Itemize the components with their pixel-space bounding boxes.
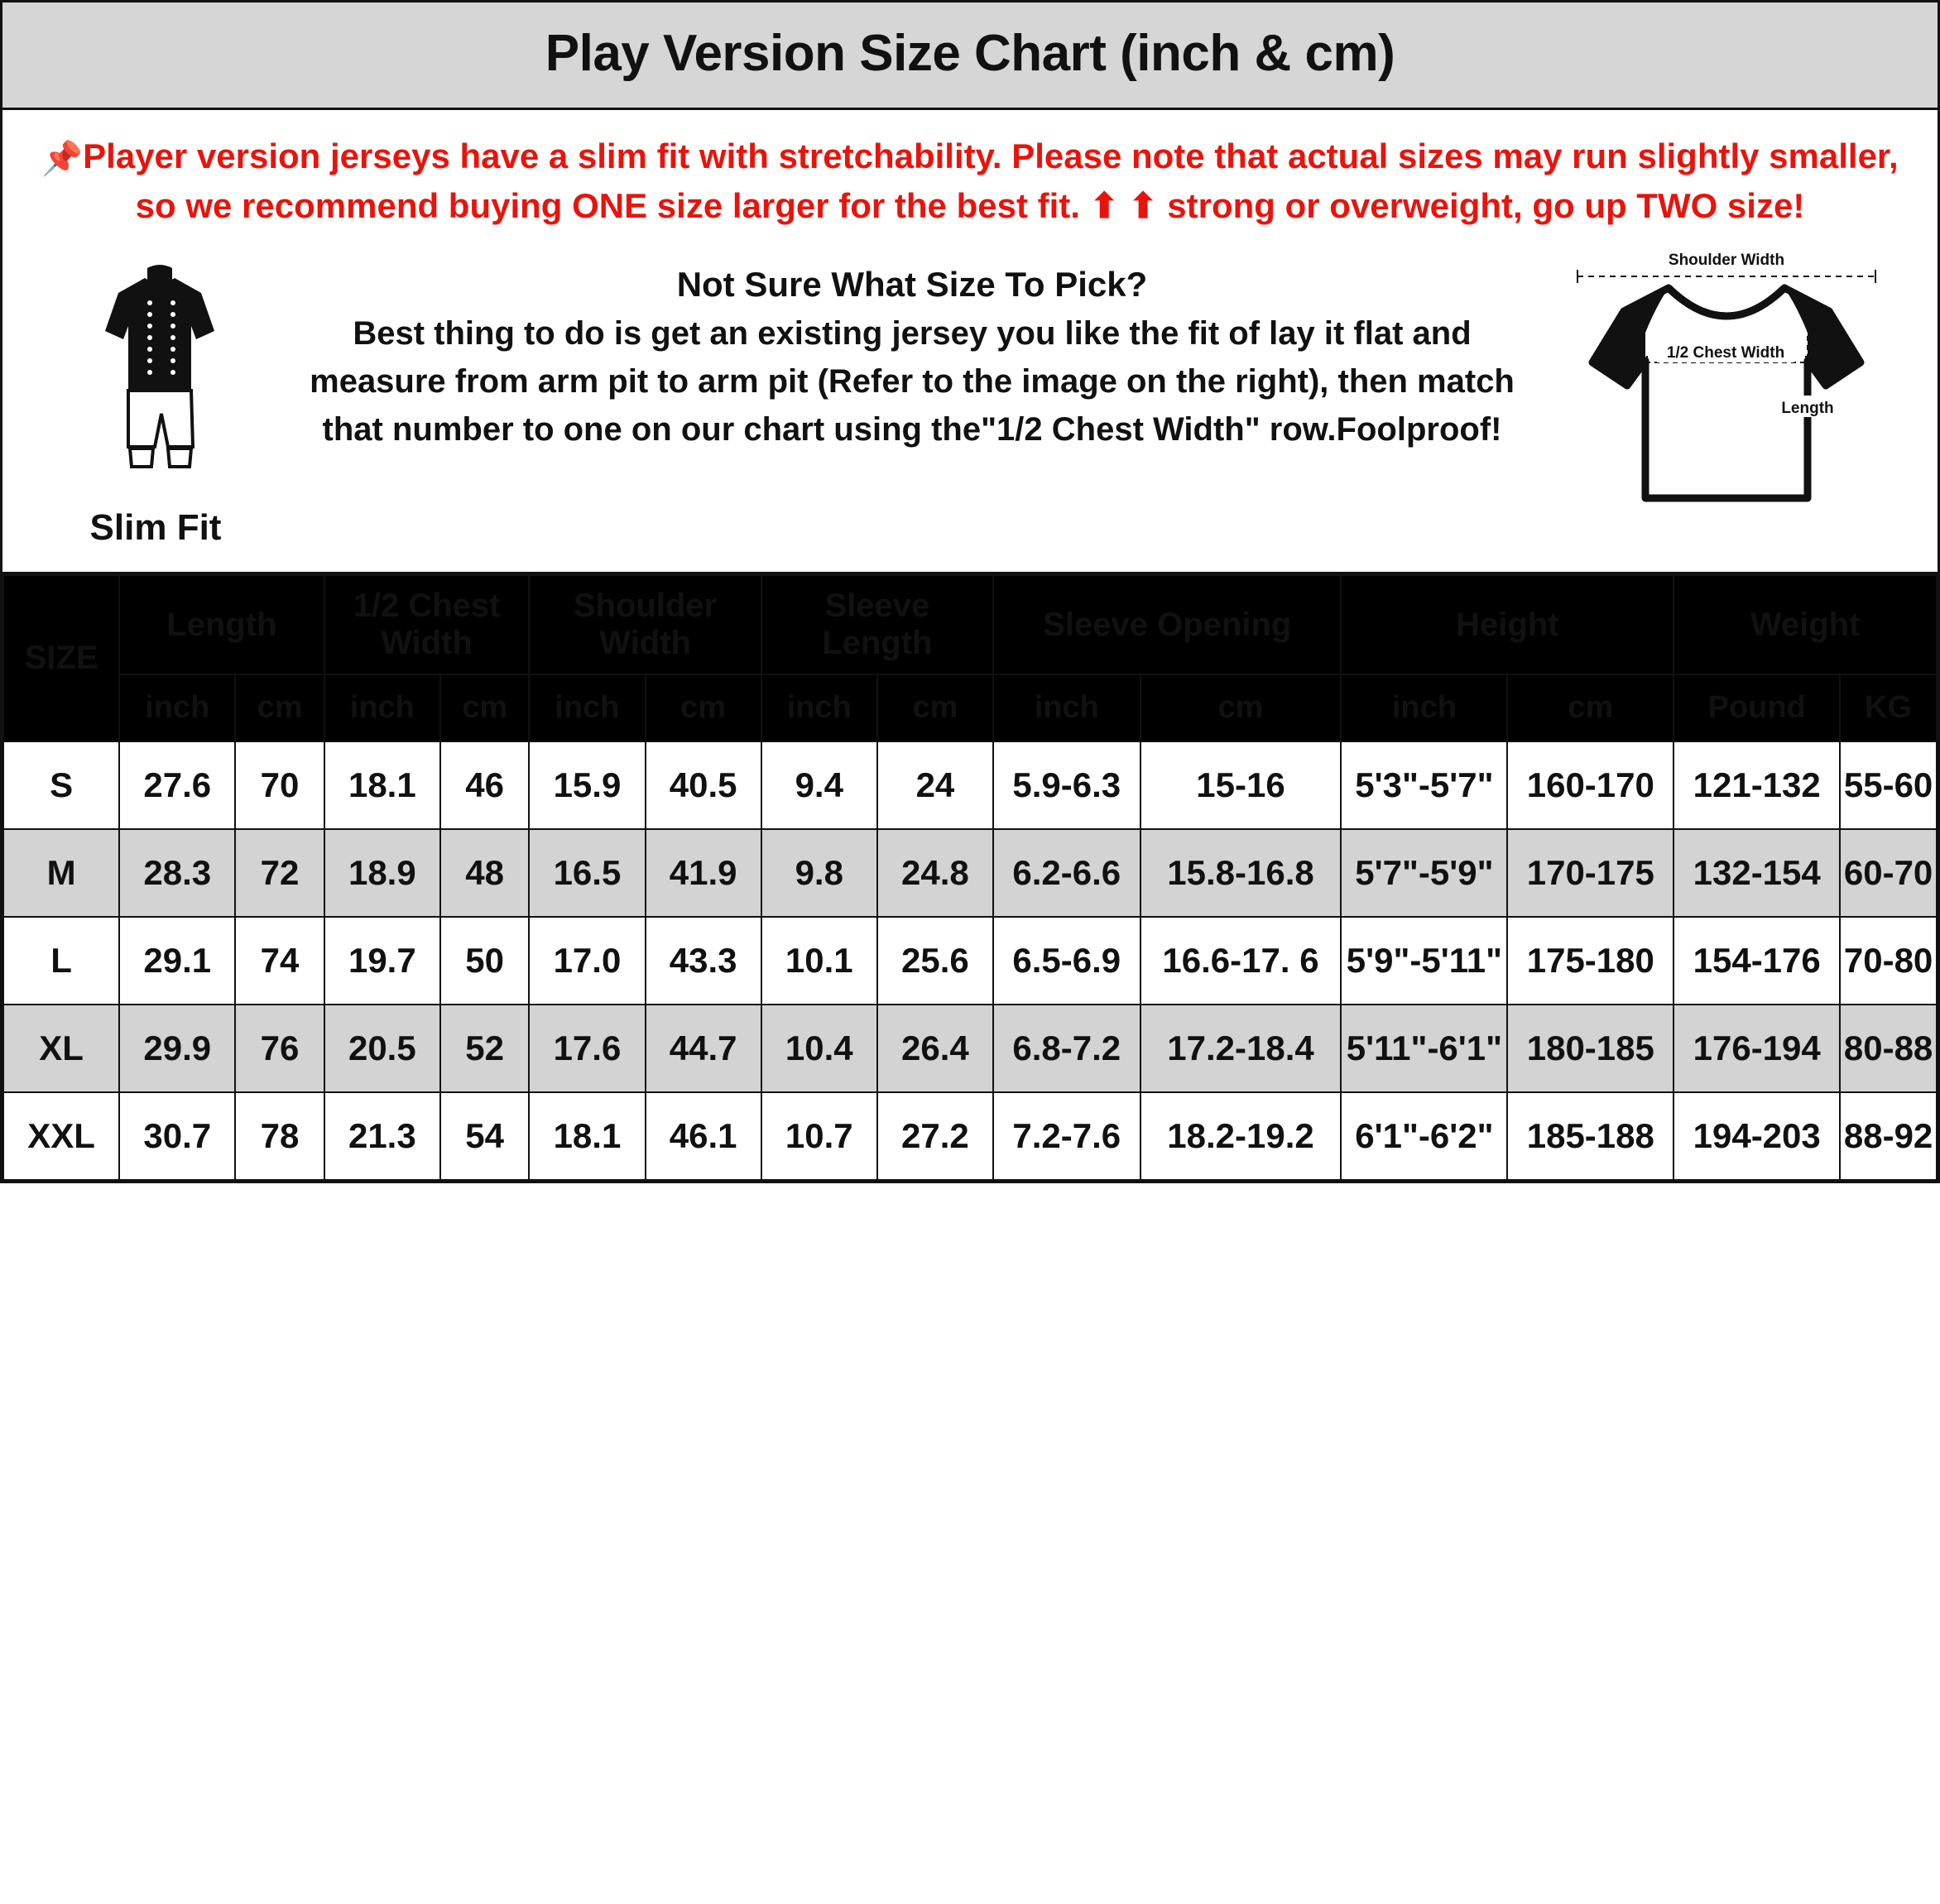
cell-length-inch: 30.7	[119, 1092, 235, 1180]
tshirt-measure-diagram-icon	[1544, 250, 1909, 527]
cell-sleeve-opening-cm: 16.6-17. 6	[1140, 917, 1342, 1005]
pushpin-icon: 📌	[41, 141, 84, 177]
cell-chest-inch: 20.5	[324, 1005, 440, 1092]
cell-length-cm: 76	[235, 1005, 324, 1092]
cell-height-inch: 5'3"-5'7"	[1341, 741, 1507, 829]
unit-length-cm: cm	[235, 674, 324, 741]
table-row	[3, 1005, 1937, 1092]
cell-sleeve-opening-inch: 6.2-6.6	[993, 829, 1140, 917]
table-row	[3, 741, 1937, 829]
cell-length-cm: 78	[235, 1092, 324, 1180]
unit-sleeve-length-cm: cm	[877, 674, 993, 741]
cell-shoulder-cm: 44.7	[646, 1005, 761, 1092]
cell-sleeve-length-cm: 24.8	[877, 829, 993, 917]
unit-chest-cm: cm	[440, 674, 529, 741]
unit-shoulder-cm: cm	[646, 674, 761, 741]
cell-chest-inch: 18.1	[324, 741, 440, 829]
row-size-label: XXL	[3, 1092, 119, 1180]
size-table-head	[3, 575, 1937, 741]
cell-height-inch: 6'1"-6'2"	[1341, 1092, 1507, 1180]
size-notice	[2, 110, 1938, 238]
row-size-label: L	[3, 917, 119, 1005]
unit-height-cm: cm	[1507, 674, 1673, 741]
cell-weight-kg: 80-88	[1840, 1005, 1937, 1092]
cell-shoulder-inch: 16.5	[529, 829, 645, 917]
unit-weight-kg: KG	[1840, 674, 1937, 741]
slim-fit-label: Slim Fit	[89, 507, 222, 549]
cell-sleeve-length-cm: 26.4	[877, 1005, 993, 1092]
cell-chest-cm: 46	[440, 741, 529, 829]
cell-weight-pound: 132-154	[1673, 829, 1840, 917]
cell-height-inch: 5'9"-5'11"	[1341, 917, 1507, 1005]
cell-height-inch: 5'7"-5'9"	[1341, 829, 1507, 917]
guide-headline: Not Sure What Size To Pick?	[676, 265, 1148, 305]
cell-sleeve-length-cm: 25.6	[877, 917, 993, 1005]
cell-sleeve-length-inch: 10.7	[761, 1092, 877, 1180]
svg-text:1/2 Chest Width: 1/2 Chest Width	[1666, 344, 1785, 362]
table-row	[3, 829, 1937, 917]
cell-chest-cm: 48	[440, 829, 529, 917]
unit-length-inch: inch	[119, 674, 235, 741]
cell-sleeve-length-inch: 9.4	[761, 741, 877, 829]
cell-shoulder-cm: 40.5	[646, 741, 761, 829]
cell-sleeve-length-inch: 10.4	[761, 1005, 877, 1092]
cell-length-inch: 27.6	[119, 741, 235, 829]
col-header-sleeve-opening: Sleeve Opening	[993, 575, 1341, 674]
cell-chest-inch: 18.9	[324, 829, 440, 917]
cell-shoulder-inch: 18.1	[529, 1092, 645, 1180]
unit-weight-pound: Pound	[1673, 674, 1840, 741]
cell-sleeve-opening-cm: 15-16	[1140, 741, 1342, 829]
guide-body: Best thing to do is get an existing jersey you like the fit of lay it flat and measure from arm pit to arm pit (Refer to the image on the right), then match that number to one on our chart using the"1/2 Chest Width" row.Foolproof!	[310, 315, 1515, 448]
cell-shoulder-inch: 15.9	[529, 741, 645, 829]
col-header-height: Height	[1341, 575, 1673, 674]
guide-column	[292, 245, 1532, 453]
size-table	[2, 574, 1938, 1180]
unit-sleeve-opening-cm: cm	[1140, 674, 1342, 741]
row-size-label: XL	[3, 1005, 119, 1092]
svg-text:Shoulder Width: Shoulder Width	[1668, 252, 1785, 270]
table-unit-header-row	[3, 674, 1937, 741]
cell-shoulder-cm: 43.3	[646, 917, 761, 1005]
unit-height-inch: inch	[1341, 674, 1507, 741]
cell-length-cm: 72	[235, 829, 324, 917]
fit-column	[19, 245, 292, 549]
cell-height-cm: 185-188	[1507, 1092, 1673, 1180]
cell-weight-pound: 194-203	[1673, 1092, 1840, 1180]
cell-sleeve-length-cm: 27.2	[877, 1092, 993, 1180]
slim-fit-figure-icon	[69, 260, 242, 504]
cell-weight-pound: 121-132	[1673, 741, 1840, 829]
cell-chest-cm: 50	[440, 917, 529, 1005]
row-size-label: M	[3, 829, 119, 917]
cell-chest-inch: 21.3	[324, 1092, 440, 1180]
cell-length-inch: 29.1	[119, 917, 235, 1005]
unit-chest-inch: inch	[324, 674, 440, 741]
unit-sleeve-length-inch: inch	[761, 674, 877, 741]
cell-height-cm: 160-170	[1507, 741, 1673, 829]
cell-sleeve-opening-inch: 6.5-6.9	[993, 917, 1140, 1005]
cell-height-inch: 5'11"-6'1"	[1341, 1005, 1507, 1092]
cell-weight-kg: 60-70	[1840, 829, 1937, 917]
info-band	[2, 238, 1938, 574]
cell-chest-inch: 19.7	[324, 917, 440, 1005]
size-notice-text: Player version jerseys have a slim fit with stretchability. Please note that actual sizes may run slightly smaller, so we recommend buying ONE size larger for the best fit. ⬆ ⬆ strong or overweight, go up TWO size!	[83, 137, 1899, 225]
cell-weight-kg: 70-80	[1840, 917, 1937, 1005]
svg-text:Length: Length	[1781, 400, 1834, 418]
cell-length-inch: 28.3	[119, 829, 235, 917]
col-header-weight: Weight	[1673, 575, 1937, 674]
table-row	[3, 917, 1937, 1005]
unit-sleeve-opening-inch: inch	[993, 674, 1140, 741]
page-title: Play Version Size Chart (inch & cm)	[545, 25, 1395, 82]
cell-sleeve-length-inch: 9.8	[761, 829, 877, 917]
cell-sleeve-opening-cm: 15.8-16.8	[1140, 829, 1342, 917]
cell-length-cm: 74	[235, 917, 324, 1005]
cell-shoulder-inch: 17.0	[529, 917, 645, 1005]
size-table-body	[3, 741, 1937, 1180]
cell-height-cm: 180-185	[1507, 1005, 1673, 1092]
col-header-half-chest-width: 1/2 Chest Width	[324, 575, 530, 674]
cell-weight-pound: 154-176	[1673, 917, 1840, 1005]
cell-weight-kg: 55-60	[1840, 741, 1937, 829]
cell-sleeve-opening-cm: 17.2-18.4	[1140, 1005, 1342, 1092]
page-title-bar	[2, 2, 1938, 110]
col-header-shoulder-width: Shoulder Width	[529, 575, 761, 674]
cell-sleeve-opening-inch: 7.2-7.6	[993, 1092, 1140, 1180]
cell-sleeve-opening-inch: 6.8-7.2	[993, 1005, 1140, 1092]
table-group-header-row	[3, 575, 1937, 674]
cell-height-cm: 175-180	[1507, 917, 1673, 1005]
cell-weight-kg: 88-92	[1840, 1092, 1937, 1180]
diagram-column	[1532, 245, 1921, 527]
cell-sleeve-opening-inch: 5.9-6.3	[993, 741, 1140, 829]
cell-shoulder-cm: 46.1	[646, 1092, 761, 1180]
col-header-length: Length	[119, 575, 324, 674]
unit-shoulder-inch: inch	[529, 674, 645, 741]
cell-shoulder-cm: 41.9	[646, 829, 761, 917]
cell-shoulder-inch: 17.6	[529, 1005, 645, 1092]
cell-sleeve-opening-cm: 18.2-19.2	[1140, 1092, 1342, 1180]
cell-sleeve-length-inch: 10.1	[761, 917, 877, 1005]
cell-chest-cm: 52	[440, 1005, 529, 1092]
cell-length-cm: 70	[235, 741, 324, 829]
table-row	[3, 1092, 1937, 1180]
cell-length-inch: 29.9	[119, 1005, 235, 1092]
col-header-sleeve-length: Sleeve Length	[761, 575, 993, 674]
cell-height-cm: 170-175	[1507, 829, 1673, 917]
cell-sleeve-length-cm: 24	[877, 741, 993, 829]
cell-weight-pound: 176-194	[1673, 1005, 1840, 1092]
col-header-size: SIZE	[3, 575, 119, 741]
row-size-label: S	[3, 741, 119, 829]
cell-chest-cm: 54	[440, 1092, 529, 1180]
